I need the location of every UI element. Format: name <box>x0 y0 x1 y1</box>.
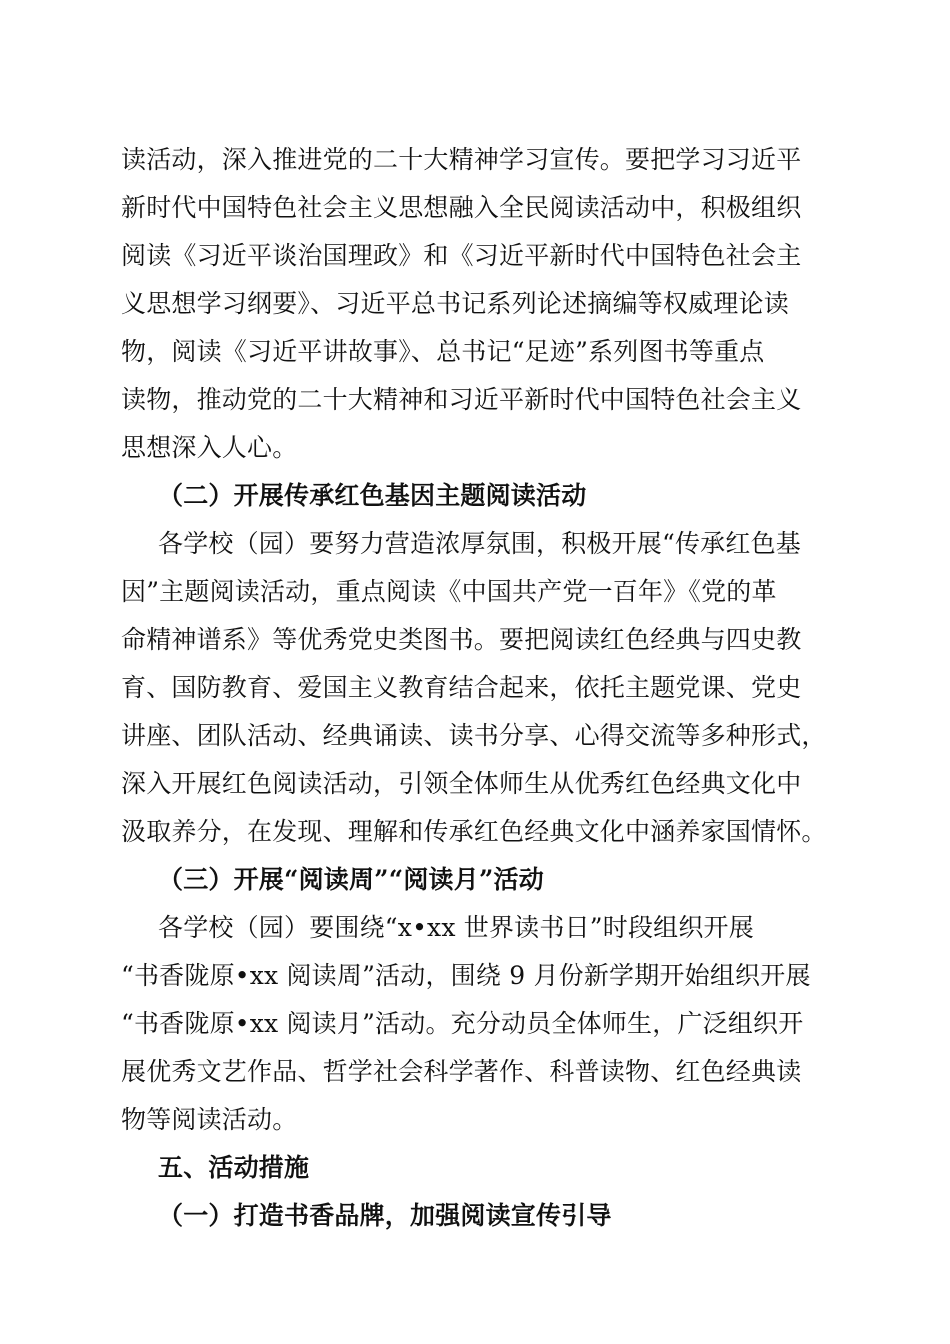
subsection-heading: （二）开展传承红色基因主题阅读活动 <box>158 481 587 510</box>
body-text-line: “书香陇原•xx 阅读月”活动。充分动员全体师生，广泛组织开 <box>121 1009 804 1038</box>
body-text-line: 汲取养分，在发现、理解和传承红色经典文化中涵养家国情怀。 <box>121 817 827 846</box>
body-text-line: 思想深入人心。 <box>121 433 298 462</box>
body-text-line: 育、国防教育、爱国主义教育结合起来，依托主题党课、党史 <box>121 673 802 702</box>
body-text-line: 各学校（园）要围绕“x•xx 世界读书日”时段组织开展 <box>158 913 754 942</box>
body-text-line: 义思想学习纲要》、习近平总书记系列论述摘编等权威理论读 <box>121 289 789 318</box>
body-text-line: 各学校（园）要努力营造浓厚氛围，积极开展“传承红色基 <box>158 529 801 558</box>
section-heading: 五、活动措施 <box>158 1153 310 1182</box>
body-text-line: 阅读《习近平谈治国理政》和《习近平新时代中国特色社会主 <box>121 241 802 270</box>
body-text-line: “书香陇原•xx 阅读周”活动，围绕 9 月份新学期开始组织开展 <box>121 961 811 990</box>
body-text-line: 展优秀文艺作品、哲学社会科学著作、科普读物、红色经典读 <box>121 1057 802 1086</box>
body-text-line: 命精神谱系》等优秀党史类图书。要把阅读红色经典与四史教 <box>121 625 802 654</box>
body-text-line: 讲座、团队活动、经典诵读、读书分享、心得交流等多种形式， <box>121 721 827 750</box>
subsection-heading: （三）开展“阅读周”“阅读月”活动 <box>158 865 544 894</box>
body-text-line: 深入开展红色阅读活动，引领全体师生从优秀红色经典文化中 <box>121 769 802 798</box>
body-text-line: 物，阅读《习近平讲故事》、总书记“足迹”系列图书等重点 <box>121 337 765 366</box>
body-text-line: 因”主题阅读活动，重点阅读《中国共产党一百年》《党的革 <box>121 577 777 606</box>
body-text-line: 新时代中国特色社会主义思想融入全民阅读活动中，积极组织 <box>121 193 802 222</box>
body-text-line: 读活动，深入推进党的二十大精神学习宣传。要把学习习近平 <box>121 145 802 174</box>
body-text-line: 读物，推动党的二十大精神和习近平新时代中国特色社会主义 <box>121 385 802 414</box>
subsection-heading: （一）打造书香品牌，加强阅读宣传引导 <box>158 1201 612 1230</box>
body-text-line: 物等阅读活动。 <box>121 1105 298 1134</box>
